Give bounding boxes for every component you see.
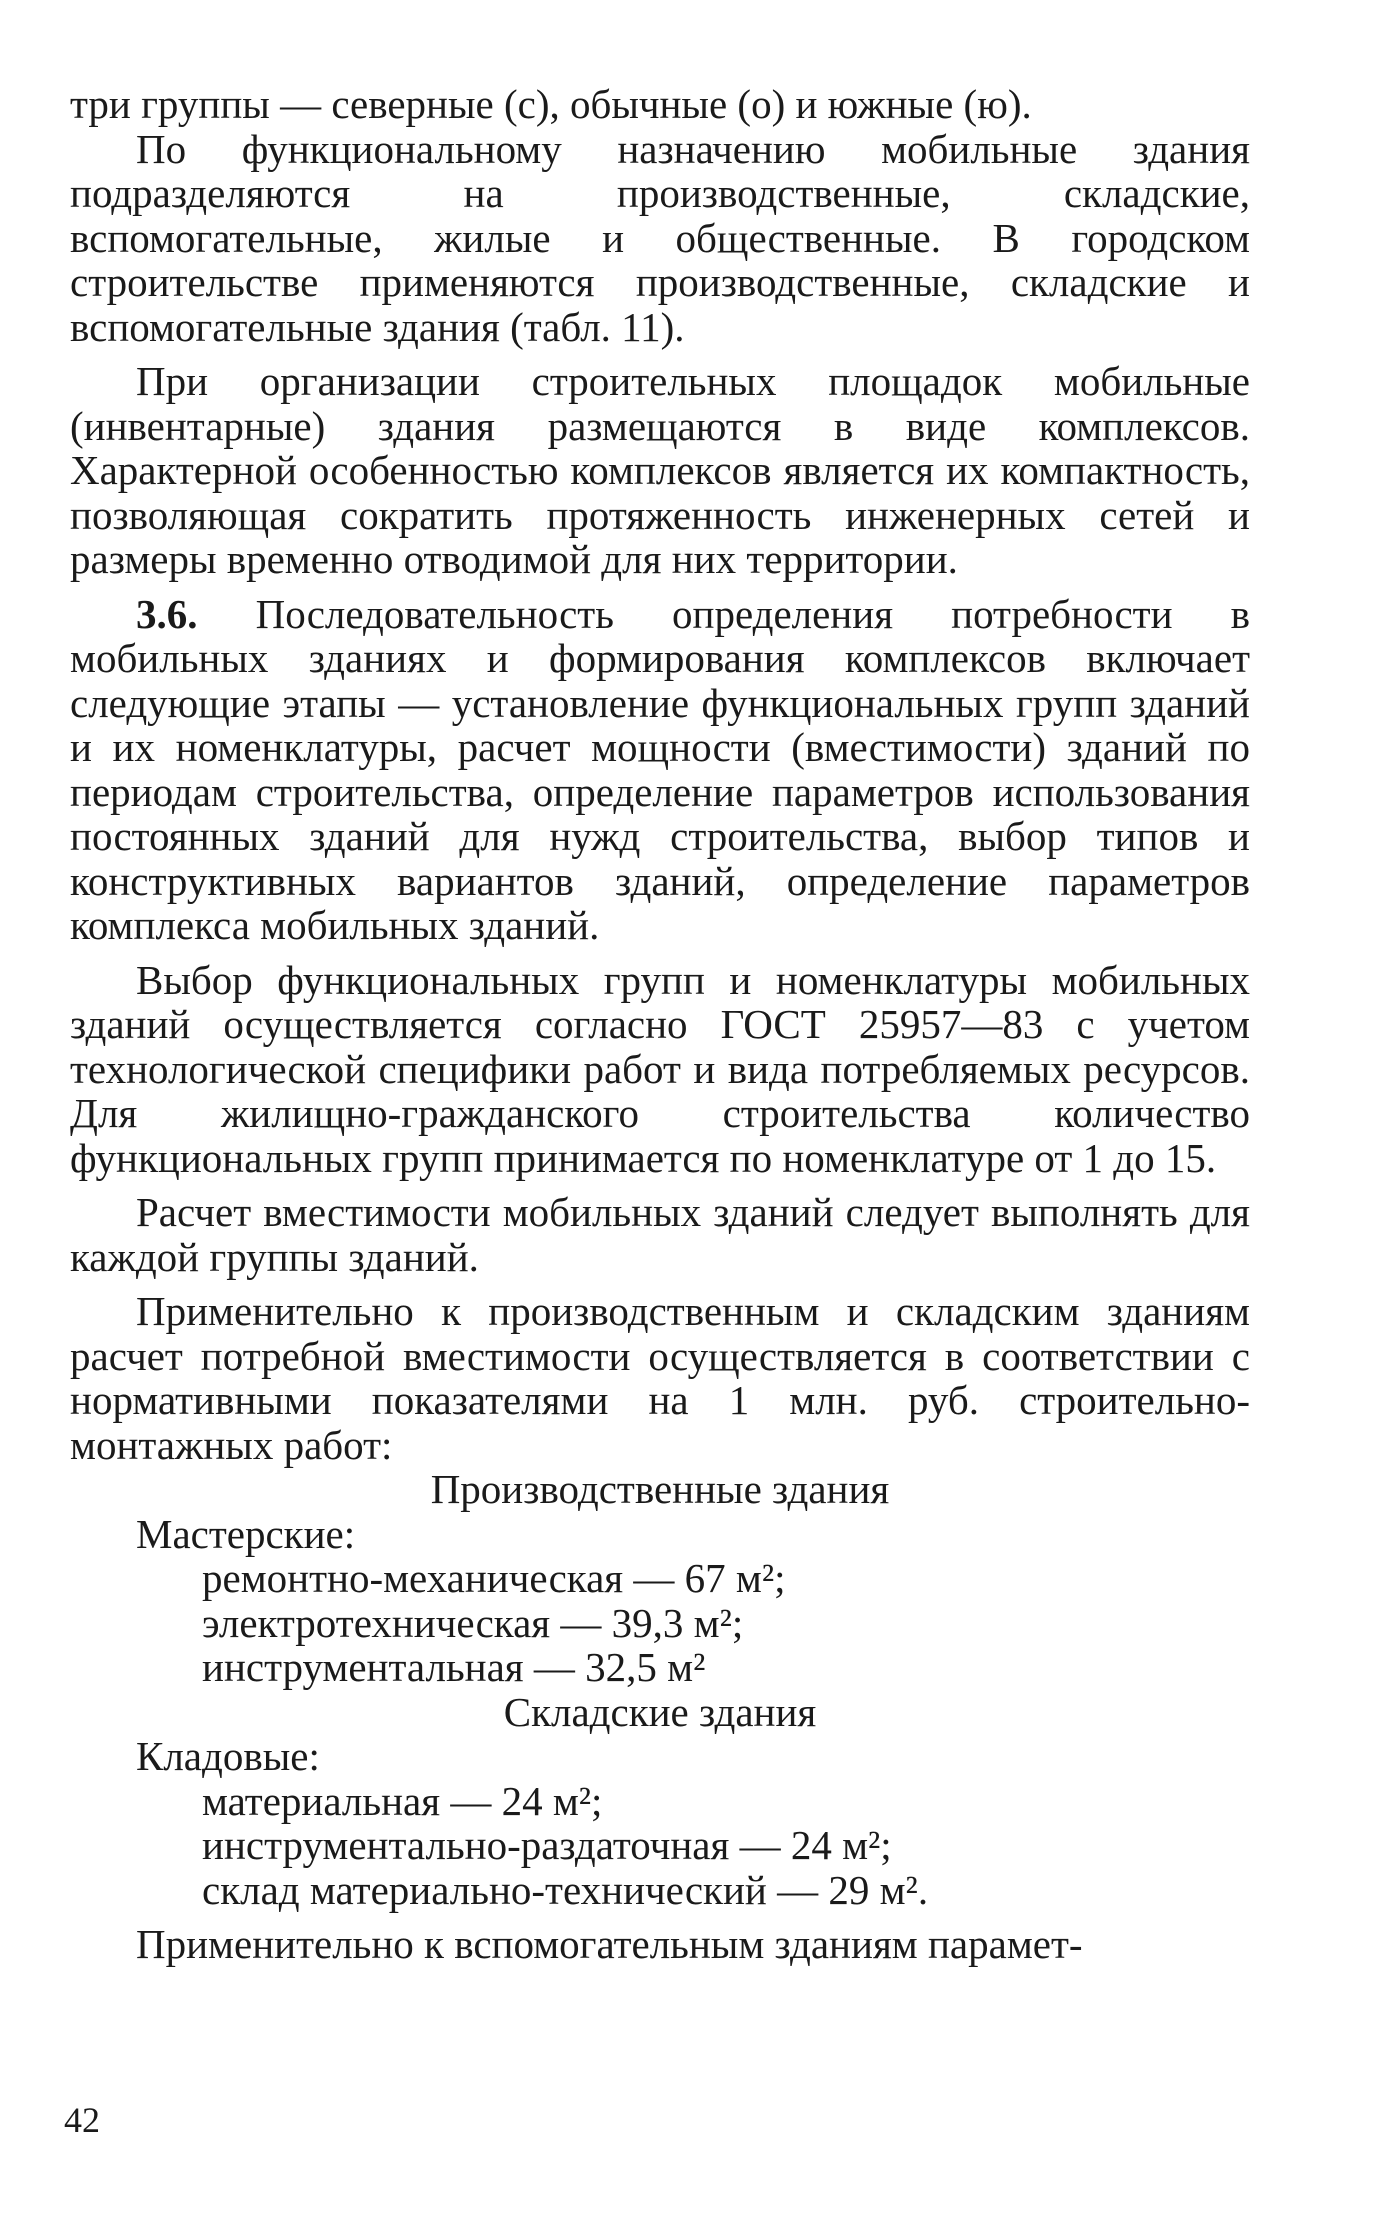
paragraph-norms-intro: Применительно к производственным и складским зданиям расчет потребной вместимости осуществляется в соответствии с нормативными показателями на 1 млн. руб. строительно-монтажных работ: [70,1288,1250,1468]
list-item: инструментальная — 32,5 м² [202,1644,706,1690]
section-number: 3.6. [136,590,198,637]
paragraph-site-organization: При организации строительных площадок мобильные (инвентарные) здания размещаются в виде комплексов. Характерной особенностью комплексов является их компактность, позволяющая сократить протяженность инженерных сетей и размеры временно отводимой для них территории. [70,358,1250,582]
paragraph-continuation: три группы — северные (с), обычные (о) и южные (ю). [70,81,1032,127]
page-number: 42 [64,2100,100,2140]
list-item: электротехническая — 39,3 м²; [202,1599,744,1646]
section-3-6-paragraph [70,592,1250,948]
list-item: инструментально-раздаточная — 24 м²; [202,1822,892,1868]
storerooms-label: Кладовые: [136,1733,320,1779]
workshops-label: Мастерские: [136,1510,356,1557]
list-item: материальная — 24 м²; [202,1777,603,1824]
section-text: Последовательность определения потребности в мобильных зданиях и формирования комплексов включает следующие этапы — установление функциональных групп зданий и их номенклатуры, расчет мощности (вместимости) зданий по периодам строительства, определение параметров использования постоянных зданий для нужд строительства, выбор типов и конструктивных вариантов зданий, определение параметров комплекса мобильных зданий. [70,590,1250,948]
storage-heading: Складские здания [503,1688,817,1735]
paragraph-group-selection: Выбор функциональных групп и номенклатуры мобильных зданий осуществляется согласно ГОСТ 25957—83 с учетом технологической специфики работ и вида потребляемых ресурсов. Для жилищно-гражданского строительства количество функциональных групп принимается по номенклатуре от 1 до 15. [70,956,1250,1181]
paragraph-capacity-calc: Расчет вместимости мобильных зданий следует выполнять для каждой группы зданий. [70,1189,1250,1280]
page-body [70,82,1250,1967]
paragraph-auxiliary: Применительно к вспомогательным зданиям парамет- [136,1921,1083,1967]
list-item: склад материально-технический — 29 м². [202,1866,929,1913]
paragraph-functional-purpose: По функциональному назначению мобильные здания подразделяются на производственные, складские, вспомогательные, жилые и общественные. В городском строительстве применяются производственные, складские и вспомогательные здания (табл. 11). [70,125,1250,350]
list-item: ремонтно-механическая — 67 м²; [202,1555,786,1601]
production-heading: Производственные здания [430,1466,890,1512]
